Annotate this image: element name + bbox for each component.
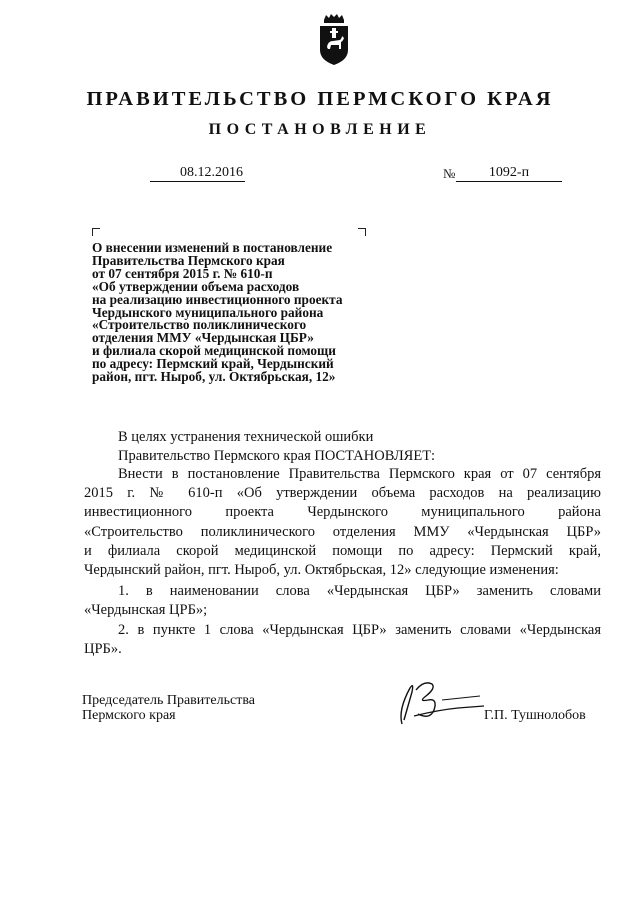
subject-line: О внесении изменений в постановление — [92, 240, 333, 255]
paragraph-resolves: Правительство Пермского края ПОСТАНОВЛЯЕТ: — [118, 448, 436, 464]
subject-line: «Строительство поликлинического — [92, 317, 307, 333]
subject-line: «Об утверждении объема расходов — [92, 278, 300, 294]
signatory-position-line: Пермского края — [82, 708, 176, 723]
document-number: 1092-п — [456, 165, 562, 182]
paragraph-line: 2015 г. № 610-п «Об утверждении объема расходов на реализацию — [84, 485, 601, 502]
government-title: ПРАВИТЕЛЬСТВО ПЕРМСКОГО КРАЯ — [86, 88, 554, 110]
subject-line: Правительства Пермского края — [92, 252, 285, 268]
coat-of-arms-emblem — [318, 14, 350, 66]
paragraph-line: «Строительство поликлинического отделения ММУ «Чердынская ЦБР» — [84, 523, 601, 540]
handwritten-signature — [388, 670, 498, 730]
paragraph-line: ЦРБ». — [84, 641, 122, 658]
paragraph-line: 1. в наименовании слова «Чердынская ЦБР» заменить словами — [118, 583, 601, 599]
subject-line: на реализацию инвестиционного проекта — [92, 291, 343, 307]
subject-line: район, пгт. Ныроб, ул. Октябрьская, 12» — [92, 369, 336, 385]
subject-corner-right — [358, 228, 366, 236]
signatory-name: Г.П. Тушнолобов — [484, 708, 586, 723]
paragraph-line: инвестиционного проекта Чердынского муниципального района — [84, 504, 601, 521]
paragraph-purpose: В целях устранения технической ошибки — [118, 429, 374, 445]
item-1 — [84, 582, 601, 620]
number-sign: № — [443, 166, 456, 181]
paragraph-amendment — [84, 465, 601, 580]
paragraph-line: Внести в постановление Правительства Пермского края от 07 сентября — [118, 466, 601, 482]
paragraph-line: «Чердынская ЦРБ»; — [84, 602, 208, 619]
signatory-position — [82, 693, 255, 723]
paragraph-line: Чердынский район, пгт. Ныроб, ул. Октябрьская, 12» следующие изменения: — [84, 562, 559, 579]
subject-line: Чердынского муниципального района — [92, 304, 324, 320]
subject-line: по адресу: Пермский край, Чердынский — [92, 356, 334, 372]
paragraph-line: и филиала скорой медицинской помощи по адресу: Пермский край, — [84, 542, 601, 559]
document-type: ПОСТАНОВЛЕНИЕ — [208, 121, 432, 138]
paragraph-line: 2. в пункте 1 слова «Чердынская ЦБР» заменить словами «Чердынская — [118, 622, 601, 638]
subject-line: отделения ММУ «Чердынская ЦБР» — [92, 330, 314, 346]
subject-line: от 07 сентября 2015 г. № 610-п — [92, 265, 273, 281]
document-subject — [92, 242, 392, 384]
signatory-position-line: Председатель Правительства — [82, 693, 255, 708]
item-2 — [84, 621, 601, 659]
subject-corner-left — [92, 228, 100, 236]
subject-line: и филиала скорой медицинской помощи — [92, 343, 336, 359]
document-date: 08.12.2016 — [150, 165, 245, 182]
